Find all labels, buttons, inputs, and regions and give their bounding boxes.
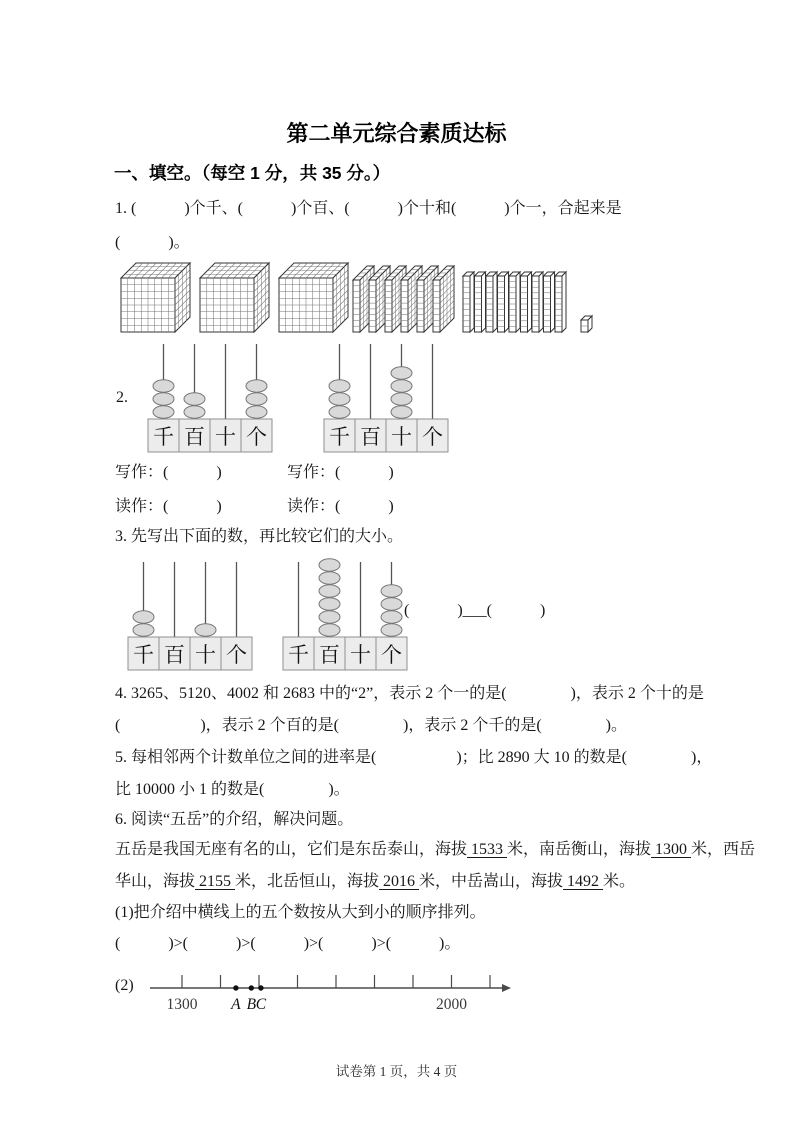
q4-line1: 4. 3265、5120、4002 和 2683 中的“2”，表示 2 个一的是( )，表示 2 个十的是 — [115, 685, 704, 702]
q6-paragraph-line2 — [115, 872, 635, 892]
q3-compare-blank: ( )___( ) — [404, 602, 546, 619]
svg-text:个: 个 — [381, 643, 402, 667]
svg-text:十: 十 — [350, 643, 371, 667]
svg-text:百: 百 — [319, 643, 340, 667]
paragraph-text: 米。 — [603, 873, 636, 890]
underlined-elevation-number: 1492 — [563, 873, 604, 890]
paragraph-text: 华山，海拔 — [115, 873, 196, 890]
svg-text:千: 千 — [133, 643, 154, 667]
underlined-elevation-number: 1533 — [467, 841, 508, 858]
svg-text:个: 个 — [246, 425, 267, 449]
svg-text:十: 十 — [195, 643, 216, 667]
svg-text:十: 十 — [391, 425, 412, 449]
q6-ordering-blanks: ( )>( )>( )>( )>( )。 — [115, 935, 461, 952]
svg-text:百: 百 — [360, 425, 381, 449]
q2-number: 2. — [116, 389, 128, 406]
q3-text: 3. 先写出下面的数，再比较它们的大小。 — [115, 528, 404, 545]
q2-read-blank-right: 读作：( ) — [287, 498, 394, 515]
paragraph-text: 米，南岳衡山，海拔 — [507, 841, 652, 858]
q2-write-blank-left: 写作：( ) — [115, 464, 222, 481]
svg-text:百: 百 — [164, 643, 185, 667]
abacus-figure-q3-left — [126, 558, 254, 672]
q5-line2: 比 10000 小 1 的数是( )。 — [115, 781, 350, 798]
base-ten-blocks-figure — [113, 248, 595, 340]
page-title: 第二单元综合素质达标 — [286, 121, 507, 146]
q2-read-blank-left: 读作：( ) — [115, 498, 222, 515]
paragraph-text: 米，西岳 — [691, 841, 756, 858]
q1-line1: 1. ( )个千、( )个百、( )个十和( )个一，合起来是 — [115, 200, 622, 217]
q2-write-blank-right: 写作：( ) — [287, 464, 394, 481]
svg-text:千: 千 — [288, 643, 309, 667]
underlined-elevation-number: 2016 — [379, 873, 420, 890]
page-footer: 试卷第 1 页，共 4 页 — [335, 1064, 458, 1079]
svg-text:A: A — [231, 996, 241, 1013]
svg-text:千: 千 — [153, 425, 174, 449]
paragraph-text: 五岳是我国无座有名的山，它们是东岳泰山，海拔 — [115, 841, 468, 858]
paragraph-text: 米，中岳嵩山，海拔 — [419, 873, 564, 890]
svg-text:千: 千 — [329, 425, 350, 449]
svg-text:个: 个 — [226, 643, 247, 667]
abacus-figure-q2-left — [146, 340, 274, 454]
q4-line2: ( )，表示 2 个百的是( )，表示 2 个千的是( )。 — [115, 717, 627, 734]
svg-text:十: 十 — [215, 425, 236, 449]
q6-sub2-label: (2) — [115, 977, 134, 994]
svg-text:2000: 2000 — [436, 996, 467, 1013]
q1-line2: ( )。 — [115, 234, 190, 251]
underlined-elevation-number: 2155 — [195, 873, 236, 890]
underlined-elevation-number: 1300 — [651, 841, 692, 858]
svg-text:B: B — [246, 996, 257, 1013]
svg-text:百: 百 — [184, 425, 205, 449]
abacus-figure-q2-right — [322, 340, 450, 454]
svg-text:C: C — [255, 996, 267, 1013]
abacus-figure-q3-right — [281, 558, 409, 672]
number-line-figure — [146, 962, 518, 1018]
paragraph-text: 米，北岳恒山，海拔 — [235, 873, 380, 890]
section1-heading: 一、填空。（每空 1 分，共 35 分。） — [114, 163, 391, 183]
svg-text:1300: 1300 — [166, 996, 198, 1013]
svg-text:个: 个 — [422, 425, 443, 449]
q6-sub1-text: (1)把介绍中横线上的五个数按从大到小的顺序排列。 — [115, 904, 486, 921]
q5-line1: 5. 每相邻两个计数单位之间的进率是( )；比 2890 大 10 的数是( )， — [115, 749, 713, 766]
q6-paragraph-line1 — [115, 840, 755, 860]
q6-text: 6. 阅读“五岳”的介绍，解决问题。 — [115, 811, 354, 828]
